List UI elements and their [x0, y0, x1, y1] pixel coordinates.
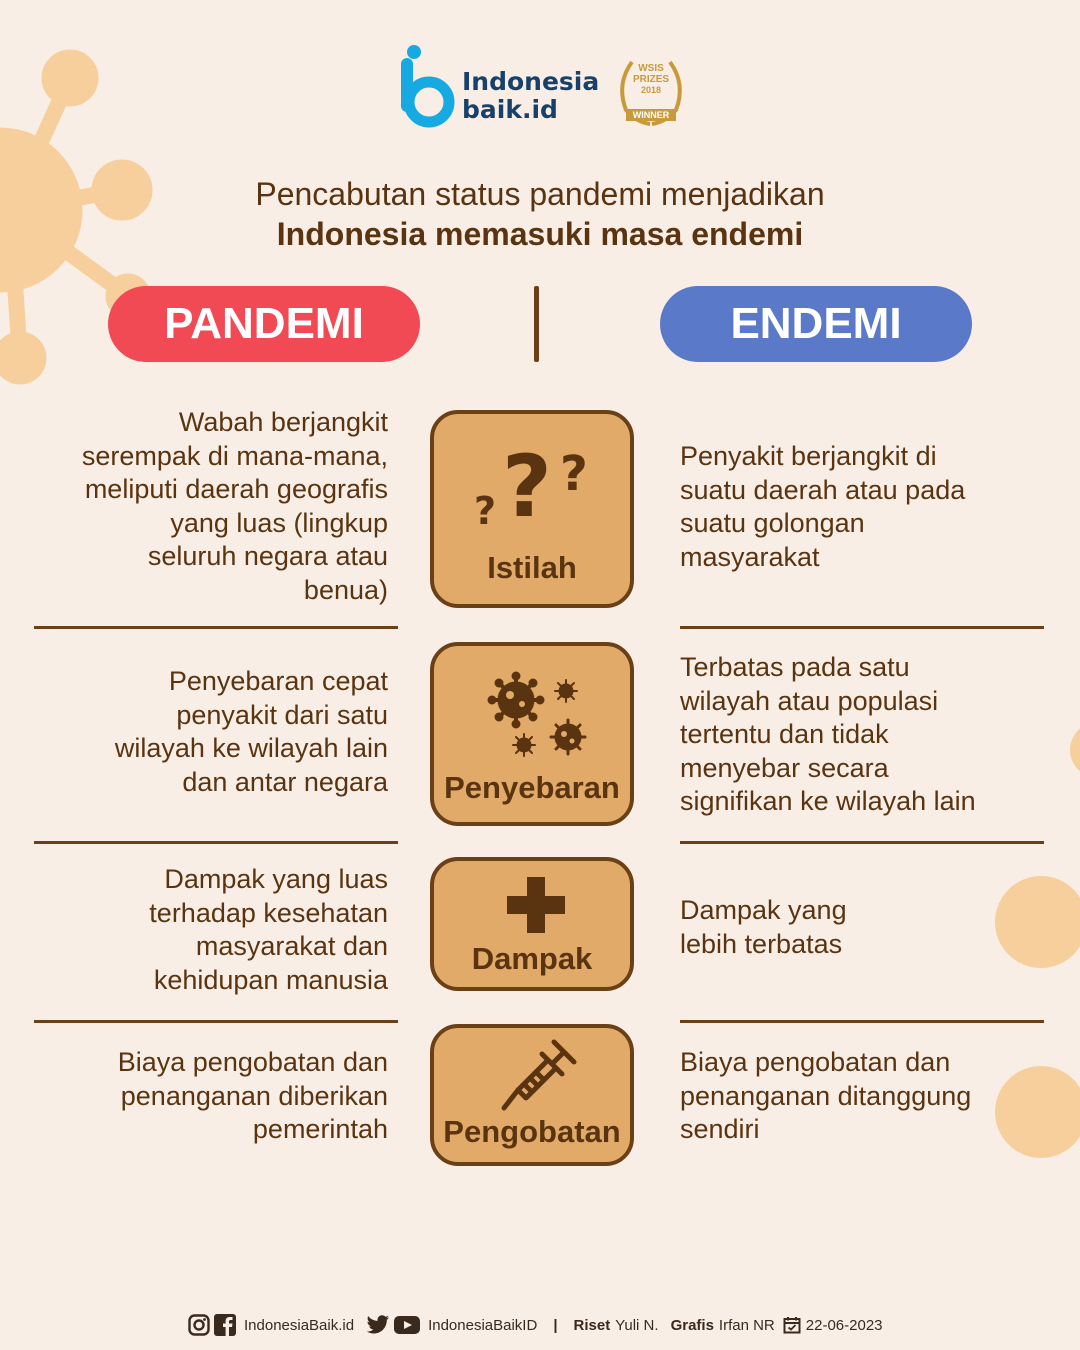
award-text-4: WINNER	[632, 110, 670, 120]
endemi-dampak-text	[680, 894, 1050, 961]
footer-social-1: IndonesiaBaik.id	[244, 1316, 355, 1334]
card-label-istilah: Istilah	[487, 550, 577, 585]
footer	[188, 1312, 883, 1338]
text-line: suatu golongan	[680, 508, 865, 538]
footer-separator: |	[553, 1316, 558, 1334]
footer-riset-label: Riset	[573, 1316, 611, 1334]
health-cross-icon	[507, 877, 565, 933]
svg-text:?: ?	[502, 437, 552, 536]
text-line: sendiri	[680, 1114, 760, 1144]
text-line: signifikan ke wilayah lain	[680, 786, 976, 816]
pandemi-istilah-text	[40, 406, 388, 607]
svg-text:?: ?	[474, 489, 497, 533]
text-line: Terbatas pada satu	[680, 652, 910, 682]
endemi-header: ENDEMI	[660, 286, 972, 362]
logo-line1: Indonesia	[462, 67, 600, 96]
endemi-pengobatan-text	[680, 1046, 1050, 1147]
instagram-icon	[188, 1314, 210, 1336]
text-line: Biaya pengobatan dan	[680, 1047, 951, 1077]
footer-social-2: IndonesiaBaikID	[428, 1316, 538, 1334]
row-divider	[34, 841, 398, 844]
text-line: seluruh negara atau	[147, 541, 388, 571]
pandemi-penyebaran-text	[40, 665, 388, 799]
text-line: benua)	[303, 574, 388, 605]
text-line: Dampak yang luas	[164, 864, 388, 894]
text-line: tertentu dan tidak	[680, 719, 889, 749]
footer-grafis-label: Grafis	[670, 1316, 714, 1334]
facebook-icon	[214, 1314, 236, 1336]
row-divider	[680, 1020, 1044, 1023]
award-text-3: 2018	[640, 85, 662, 95]
text-line: yang luas (lingkup	[170, 507, 388, 538]
row-divider	[34, 626, 398, 629]
text-line: penyakit dari satu	[176, 699, 388, 730]
card-label-pengobatan: Pengobatan	[443, 1114, 621, 1149]
endemi-istilah-text	[680, 440, 1050, 574]
text-line: lebih terbatas	[680, 928, 843, 959]
logo	[400, 44, 700, 134]
card-label-dampak: Dampak	[471, 941, 593, 976]
text-line: Biaya pengobatan dan	[117, 1047, 388, 1077]
text-line: menyebar secara	[680, 752, 889, 783]
row-divider	[34, 1020, 398, 1023]
pandemi-header: PANDEMI	[108, 286, 420, 362]
text-line: suatu daerah atau pada	[680, 474, 966, 505]
row-divider	[680, 841, 1044, 844]
column-divider	[534, 286, 539, 362]
syringe-icon	[496, 1038, 578, 1116]
youtube-icon	[394, 1315, 420, 1335]
text-line: masyarakat	[680, 541, 820, 572]
text-line: Penyebaran cepat	[168, 666, 388, 696]
pandemi-pengobatan-text	[40, 1046, 388, 1147]
title-line1: Pencabutan status pandemi menjadikan	[255, 176, 825, 212]
svg-text:?: ?	[560, 446, 588, 502]
text-line: penanganan ditanggung	[680, 1080, 972, 1111]
wsis-award-badge	[612, 54, 690, 126]
virus-spread-icon	[478, 664, 594, 764]
footer-grafis-name: Irfan NR	[718, 1316, 775, 1334]
award-text-2: PRIZES	[632, 74, 670, 85]
text-line: wilayah atau populasi	[680, 685, 939, 716]
text-line: pemerintah	[252, 1114, 388, 1144]
card-label-penyebaran: Penyebaran	[444, 770, 620, 805]
indonesia-baik-logo-icon	[400, 44, 458, 130]
card-penyebaran	[430, 642, 634, 826]
award-text-1: WSIS	[638, 63, 664, 74]
question-marks-icon	[472, 436, 600, 536]
text-line: Wabah berjangkit	[178, 407, 388, 437]
text-line: Penyakit berjangkit di	[680, 441, 937, 471]
text-line: dan antar negara	[182, 766, 388, 797]
row-divider	[680, 626, 1044, 629]
logo-line2: baik.id	[462, 95, 558, 124]
text-line: Dampak yang	[680, 895, 847, 925]
pandemi-dampak-text	[40, 863, 388, 997]
endemi-penyebaran-text	[680, 651, 1050, 819]
text-line: wilayah ke wilayah lain	[114, 733, 388, 763]
card-dampak	[430, 857, 634, 991]
text-line: serempak di mana-mana,	[81, 440, 388, 471]
card-pengobatan	[430, 1024, 634, 1166]
card-istilah	[430, 410, 634, 608]
title-line2: Indonesia memasuki masa endemi	[276, 216, 804, 252]
text-line: kehidupan manusia	[153, 964, 388, 995]
footer-date: 22-06-2023	[805, 1316, 883, 1334]
text-line: masyarakat dan	[195, 931, 388, 961]
text-line: penanganan diberikan	[120, 1080, 388, 1111]
circle-decoration	[1068, 720, 1080, 780]
text-line: terhadap kesehatan	[149, 897, 388, 928]
calendar-icon	[783, 1316, 801, 1334]
text-line: meliputi daerah geografis	[84, 474, 388, 504]
twitter-icon	[366, 1315, 390, 1335]
footer-riset-name: Yuli N.	[615, 1316, 659, 1334]
